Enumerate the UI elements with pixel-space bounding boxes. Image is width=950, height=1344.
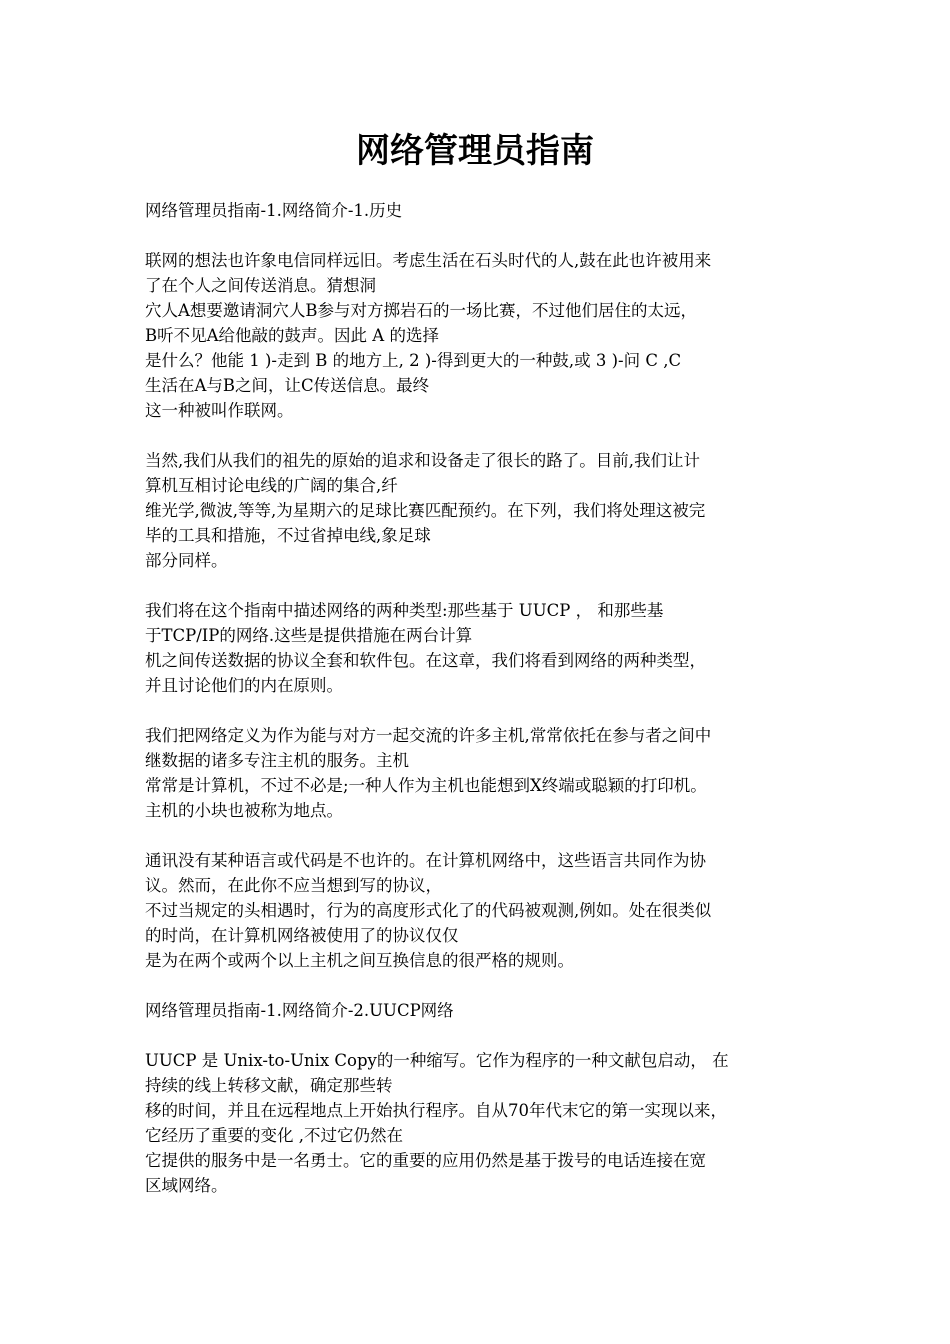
text-line: 持续的线上转移文献，确定那些转	[145, 1076, 393, 1095]
text-line: UUCP 是 Unix-to-Unix Copy的一种缩写。它作为程序的一种文献包启动， 在	[145, 1051, 729, 1070]
paragraph-gap	[145, 823, 813, 848]
text-line: 联网的想法也许象电信同样远旧。考虑生活在石头时代的人,鼓在此也许被用来	[145, 251, 712, 270]
text-line: 机之间传送数据的协议全套和软件包。在这章，我们将看到网络的两种类型，	[145, 651, 706, 670]
text-line: 网络管理员指南-1.网络简介-1.历史	[145, 201, 403, 220]
text-line: 区域网络。	[145, 1176, 228, 1195]
paragraph-gap	[145, 1023, 813, 1048]
text-line: 生活在A与B之间，让C传送信息。最终	[145, 376, 430, 395]
text-line: 部分同样。	[145, 551, 228, 570]
text-line: 是什么？他能 1 )-走到 B 的地方上, 2 )-得到更大的一种鼓,或 3 )-问 C ,C	[145, 351, 682, 370]
text-line: 的时尚，在计算机网络被使用了的协议仅仅	[145, 926, 459, 945]
text-line: 通讯没有某种语言或代码是不也许的。在计算机网络中，这些语言共同作为协	[145, 851, 706, 870]
text-line: 维光学,微波,等等,为星期六的足球比赛匹配预约。在下列，我们将处理这被完	[145, 501, 706, 520]
text-line: 了在个人之间传送消息。猜想洞	[145, 276, 376, 295]
text-line: 它经历了重要的变化 ,不过它仍然在	[145, 1126, 403, 1145]
paragraph-gap	[145, 423, 813, 448]
paragraph-gap	[145, 698, 813, 723]
text-line: 移的时间，并且在远程地点上开始执行程序。自从70年代末它的第一实现以来，	[145, 1101, 727, 1120]
text-line: 这一种被叫作联网。	[145, 401, 294, 420]
text-line: 算机互相讨论电线的广阔的集合,纤	[145, 476, 398, 495]
paragraph-gap	[145, 973, 813, 998]
text-line: 议。然而，在此你不应当想到写的协议，	[145, 876, 442, 895]
text-line: 不过当规定的头相遇时，行为的高度形式化了的代码被观测,例如。处在很类似	[145, 901, 712, 920]
document-body	[145, 198, 813, 1198]
text-line: 毕的工具和措施，不过省掉电线,象足球	[145, 526, 431, 545]
text-line: 网络管理员指南-1.网络简介-2.UUCP网络	[145, 1001, 454, 1020]
text-line: 常常是计算机，不过不必是;一种人作为主机也能想到X终端或聪颖的打印机。	[145, 776, 707, 795]
paragraph-gap	[145, 573, 813, 598]
text-line: 当然,我们从我们的祖先的原始的追求和设备走了很长的路了。目前,我们让计	[145, 451, 700, 470]
text-line: 它提供的服务中是一名勇士。它的重要的应用仍然是基于拨号的电话连接在宽	[145, 1151, 706, 1170]
document-title: 网络管理员指南	[356, 131, 594, 171]
text-line: 继数据的诸多专注主机的服务。主机	[145, 751, 409, 770]
text-line: 主机的小块也被称为地点。	[145, 801, 343, 820]
text-line: 是为在两个或两个以上主机之间互换信息的很严格的规则。	[145, 951, 574, 970]
text-line: 我们把网络定义为作为能与对方一起交流的许多主机,常常依托在参与者之间中	[145, 726, 712, 745]
text-line: B听不见A给他敲的鼓声。因此 A 的选择	[145, 326, 439, 345]
text-line: 穴人A想要邀请洞穴人B参与对方掷岩石的一场比赛，不过他们居住的太远，	[145, 301, 698, 320]
text-line: 我们将在这个指南中描述网络的两种类型:那些基于 UUCP ， 和那些基	[145, 601, 664, 620]
paragraph-gap	[145, 223, 813, 248]
text-line: 于TCP/IP的网络.这些是提供措施在两台计算	[145, 626, 473, 645]
text-line: 并且讨论他们的内在原则。	[145, 676, 343, 695]
